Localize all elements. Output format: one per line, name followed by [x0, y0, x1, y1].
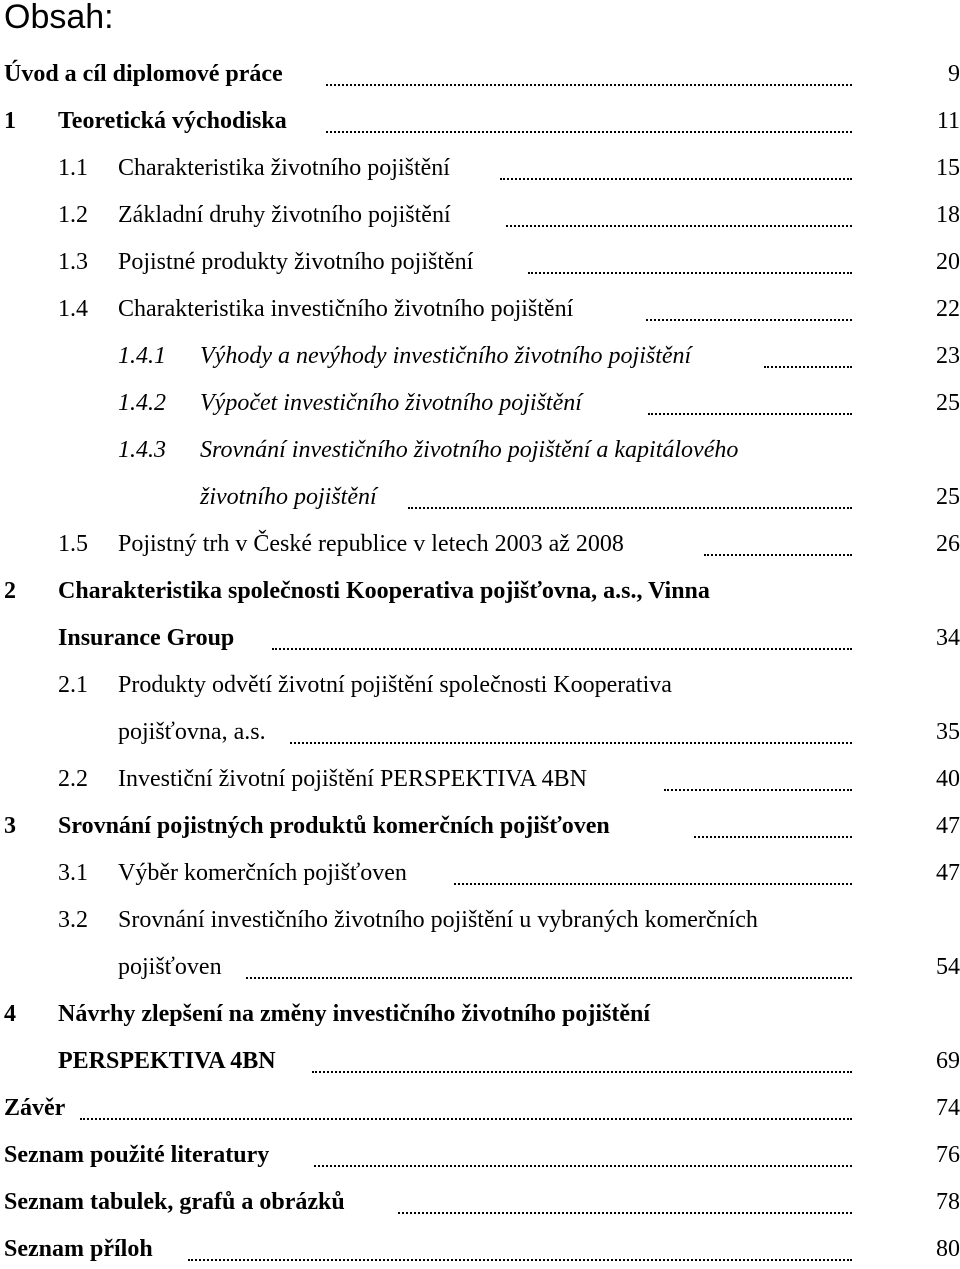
toc-entry-1-3[interactable]: [0, 242, 960, 282]
toc-entry-page: 20: [936, 249, 960, 275]
toc-entry-number: 2: [4, 578, 16, 604]
dot-leader: [188, 1259, 852, 1261]
toc-entry-1-4-3[interactable]: [0, 430, 960, 470]
toc-entry-title: Seznam příloh: [4, 1236, 153, 1262]
page-title: Obsah:: [4, 0, 114, 36]
toc-entry-1-1[interactable]: [0, 148, 960, 188]
toc-entry-4-cont[interactable]: [0, 1041, 960, 1081]
toc-entry-title: Návrhy zlepšení na změny investičního životního pojištění: [58, 1001, 651, 1027]
toc-entry-number: 2.2: [58, 766, 88, 792]
toc-entry-title: PERSPEKTIVA 4BN: [58, 1048, 276, 1074]
toc-entry-number: 3.2: [58, 907, 88, 933]
toc-entry-1-4-2[interactable]: [0, 383, 960, 423]
toc-entry-title: Základní druhy životního pojištění: [118, 202, 451, 228]
toc-entry-title: Charakteristika životního pojištění: [118, 155, 450, 181]
dot-leader: [764, 366, 852, 368]
toc-entry-intro[interactable]: [0, 54, 960, 94]
toc-entry-bibliography[interactable]: [0, 1135, 960, 1175]
toc-entry-1-2[interactable]: [0, 195, 960, 235]
dot-leader: [246, 977, 852, 979]
toc-entry-title: Výpočet investičního životního pojištění: [200, 390, 582, 416]
toc-entry-number: 1.2: [58, 202, 88, 228]
toc-entry-number: 2.1: [58, 672, 88, 698]
toc-entry-title: Srovnání investičního životního pojištění a kapitálového: [200, 437, 739, 463]
toc-entry-number: 3.1: [58, 860, 88, 886]
dot-leader: [272, 648, 852, 650]
dot-leader: [290, 742, 852, 744]
toc-entry-3[interactable]: [0, 806, 960, 846]
toc-entry-2-2[interactable]: [0, 759, 960, 799]
toc-entry-appendices[interactable]: [0, 1229, 960, 1269]
toc-entry-page: 15: [936, 155, 960, 181]
toc-entry-page: 23: [936, 343, 960, 369]
dot-leader: [312, 1071, 852, 1073]
dot-leader: [704, 554, 852, 556]
toc-entry-number: 4: [4, 1001, 16, 1027]
toc-entry-page: 76: [936, 1142, 960, 1168]
toc-entry-title: Výběr komerčních pojišťoven: [118, 860, 407, 886]
toc-entry-title: Investiční životní pojištění PERSPEKTIVA 4BN: [118, 766, 587, 792]
toc-entry-list-of-figures[interactable]: [0, 1182, 960, 1222]
dot-leader: [506, 225, 852, 227]
toc-entry-page: 25: [936, 484, 960, 510]
toc-entry-1-4-3-cont[interactable]: [0, 477, 960, 517]
toc-entry-page: 35: [936, 719, 960, 745]
dot-leader: [314, 1165, 852, 1167]
toc-entry-title: Charakteristika investičního životního pojištění: [118, 296, 574, 322]
toc-entry-title: Závěr: [4, 1095, 66, 1121]
toc-entry-page: 69: [936, 1048, 960, 1074]
toc-entry-number: 1.5: [58, 531, 88, 557]
toc-entry-title: Charakteristika společnosti Kooperativa pojišťovna, a.s., Vinna: [58, 578, 710, 604]
dot-leader: [398, 1212, 852, 1214]
toc-entry-page: 34: [936, 625, 960, 651]
toc-entry-title: Úvod a cíl diplomové práce: [4, 61, 283, 87]
toc-entry-title: Srovnání investičního životního pojištění u vybraných komerčních: [118, 907, 758, 933]
toc-entry-page: 78: [936, 1189, 960, 1215]
toc-entry-number: 1.4.3: [118, 437, 166, 463]
toc-entry-1-4-1[interactable]: [0, 336, 960, 376]
toc-entry-page: 80: [936, 1236, 960, 1262]
toc-entry-title: Pojistný trh v České republice v letech 2003 až 2008: [118, 531, 624, 557]
toc-entry-3-2-cont[interactable]: [0, 947, 960, 987]
dot-leader: [646, 319, 852, 321]
toc-entry-title: Výhody a nevýhody investičního životního pojištění: [200, 343, 692, 369]
toc-entry-1-5[interactable]: [0, 524, 960, 564]
toc-entry-3-1[interactable]: [0, 853, 960, 893]
toc-entry-page: 11: [936, 108, 960, 134]
toc-entry-2-1-cont[interactable]: [0, 712, 960, 752]
toc-entry-page: 25: [936, 390, 960, 416]
dot-leader: [528, 272, 852, 274]
dot-leader: [664, 789, 852, 791]
toc-entry-2-cont[interactable]: [0, 618, 960, 658]
toc-entry-2-1[interactable]: [0, 665, 960, 705]
toc-entry-title: Pojistné produkty životního pojištění: [118, 249, 474, 275]
toc-entry-title: Srovnání pojistných produktů komerčních pojišťoven: [58, 813, 610, 839]
toc-entry-conclusion[interactable]: [0, 1088, 960, 1128]
toc-entry-page: 47: [936, 860, 960, 886]
dot-leader: [326, 84, 852, 86]
dot-leader: [694, 836, 852, 838]
toc-entry-page: 54: [936, 954, 960, 980]
toc-entry-title: Teoretická východiska: [58, 108, 287, 134]
toc-entry-number: 1.4: [58, 296, 88, 322]
toc-entry-title: Seznam použité literatury: [4, 1142, 270, 1168]
toc-entry-number: 1: [4, 108, 16, 134]
toc-entry-page: 18: [936, 202, 960, 228]
toc-entry-1-4[interactable]: [0, 289, 960, 329]
dot-leader: [80, 1118, 852, 1120]
toc-entry-page: 22: [936, 296, 960, 322]
toc-entry-page: 9: [948, 61, 960, 87]
toc-entry-number: 1.1: [58, 155, 88, 181]
dot-leader: [454, 883, 852, 885]
toc-entry-title: pojišťoven: [118, 954, 222, 980]
dot-leader: [648, 413, 852, 415]
toc-entry-3-2[interactable]: [0, 900, 960, 940]
toc-entry-1[interactable]: [0, 101, 960, 141]
toc-entry-number: 1.4.1: [118, 343, 166, 369]
dot-leader: [326, 131, 852, 133]
toc-entry-number: 1.3: [58, 249, 88, 275]
toc-entry-page: 26: [936, 531, 960, 557]
toc-entry-4[interactable]: [0, 994, 960, 1034]
toc-entry-title: životního pojištění: [200, 484, 377, 510]
toc-entry-page: 74: [936, 1095, 960, 1121]
dot-leader: [500, 178, 852, 180]
toc-entry-number: 3: [4, 813, 16, 839]
toc-entry-title: Seznam tabulek, grafů a obrázků: [4, 1189, 345, 1215]
toc-entry-title: Produkty odvětí životní pojištění společnosti Kooperativa: [118, 672, 672, 698]
toc-entry-title: Insurance Group: [58, 625, 235, 651]
toc-entry-title: pojišťovna, a.s.: [118, 719, 266, 745]
dot-leader: [408, 507, 852, 509]
toc-entry-page: 47: [936, 813, 960, 839]
toc-entry-2[interactable]: [0, 571, 960, 611]
toc-entry-number: 1.4.2: [118, 390, 166, 416]
toc-entry-page: 40: [936, 766, 960, 792]
